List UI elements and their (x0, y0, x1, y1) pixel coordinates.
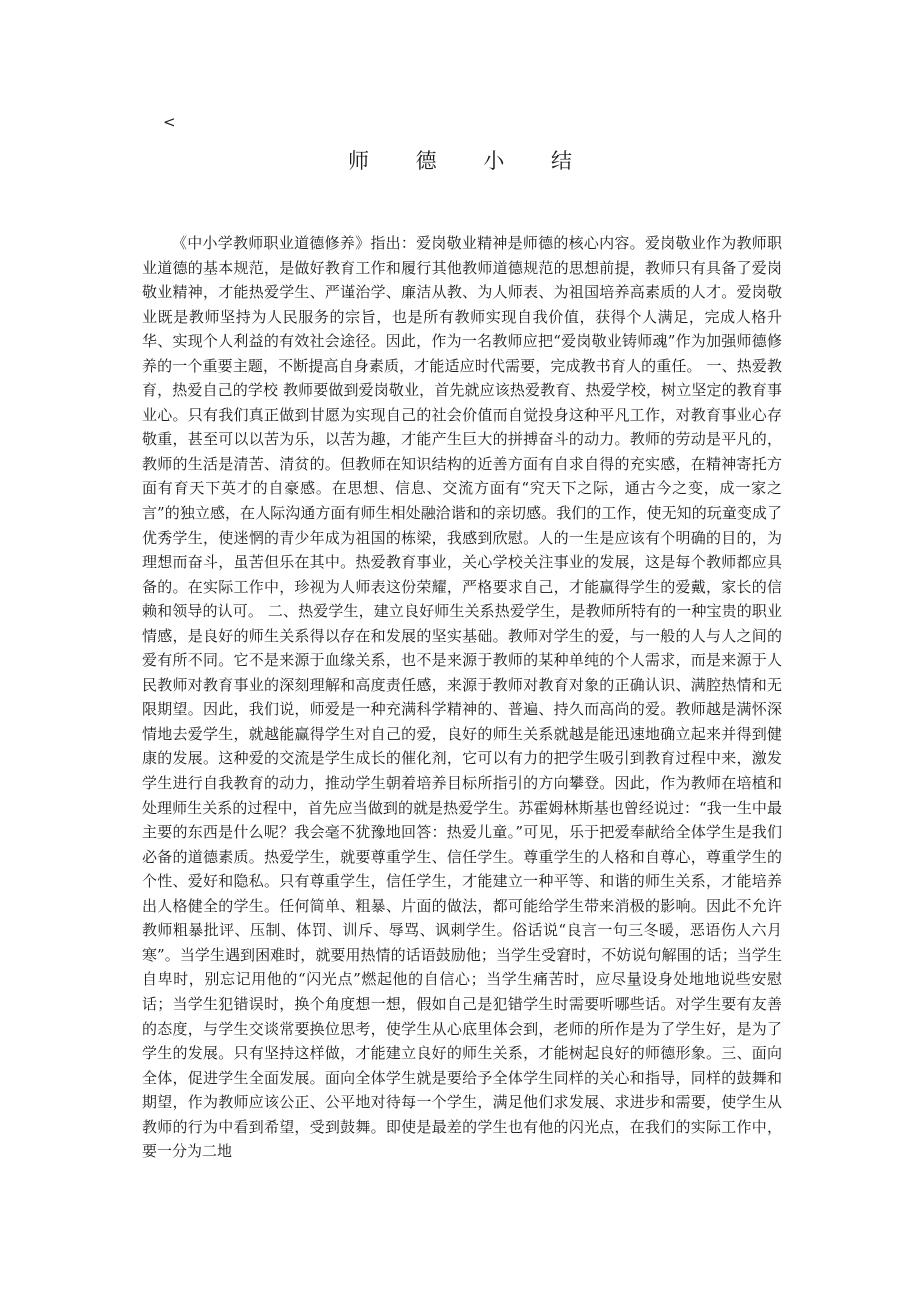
document-title: 师 德 小 结 (347, 149, 593, 173)
corner-mark: < (163, 113, 176, 131)
body-paragraph: 《中小学教师职业道德修养》指出：爱岗敬业精神是师德的核心内容。爱岗敬业作为教师职业道德的基本规范，是做好教育工作和履行其他教师道德规范的思想前提，教师只有具备了爱岗敬业精神，才能热爱学生、严谨治学、廉洁从教、为人师表、为祖国培养高素质的人才。爱岗敬业既是教师坚持为人民服务的宗旨，也是所有教师实现自我价值，获得个人满足，完成人格升华、实现个人利益的有效社会途径。因此，作为一名教师应把“爱岗敬业铸师魂”作为加强师德修养的一个重要主题，不断提高自身素质，才能适应时代需要，完成教书育人的重任。 一、热爱教育，热爱自己的学校 教师要做到爱岗敬业，首先就应该热爱教育、热爱学校，树立坚定的教育事业心。只有我们真正做到甘愿为实现自己的社会价值而自觉投身这种平凡工作，对教育事业心存敬重，甚至可以以苦为乐，以苦为趣，才能产生巨大的拼搏奋斗的动力。教师的劳动是平凡的，教师的生活是清苦、清贫的。但教师在知识结构的近善方面有自求自得的充实感，在精神寄托方面有育天下英才的自豪感。在思想、信息、交流方面有“究天下之际，通古今之变，成一家之言”的独立感，在人际沟通方面有师生相处融洽谐和的亲切感。我们的工作，使无知的玩童变成了优秀学生，使迷惘的青少年成为祖国的栋梁，我感到欣慰。人的一生是应该有个明确的目的，为理想而奋斗，虽苦但乐在其中。热爱教育事业，关心学校关注事业的发展，这是每个教师都应具备的。在实际工作中，珍视为人师表这份荣耀，严格要求自己，才能赢得学生的爱戴，家长的信赖和领导的认可。 二、热爱学生，建立良好师生关系热爱学生，是教师所特有的一种宝贵的职业情感，是良好的师生关系得以存在和发展的坚实基础。教师对学生的爱，与一般的人与人之间的爱有所不同。它不是来源于血缘关系，也不是来源于教师的某种单纯的个人需求，而是来源于人民教师对教育事业的深刻理解和高度责任感，来源于教师对教育对象的正确认识、满腔热情和无限期望。因此，我们说，师爱是一种充满科学精神的、普遍、持久而高尚的爱。教师越是满怀深情地去爱学生，就越能赢得学生对自己的爱，良好的师生关系就越是能迅速地确立起来并得到健康的发展。这种爱的交流是学生成长的催化剂，它可以有力的把学生吸引到教育过程中来，激发学生进行自我教育的动力，推动学生朝着培养目标所指引的方向攀登。因此，作为教师在培植和处理师生关系的过程中，首先应当做到的就是热爱学生。苏霍姆林斯基也曾经说过：“我一生中最主要的东西是什么呢？我会毫不犹豫地回答：热爱儿童。”可见，乐于把爱奉献给全体学生是我们必备的道德素质。热爱学生，就要尊重学生、信任学生。尊重学生的人格和自尊心，尊重学生的个性、爱好和隐私。只有尊重学生，信任学生，才能建立一种平等、和谐的师生关系，才能培养出人格健全的学生。任何简单、粗暴、片面的做法，都可能给学生带来消极的影响。因此不允许教师粗暴批评、压制、体罚、训斥、辱骂、讽刺学生。俗话说“良言一句三冬暖，恶语伤人六月寒”。当学生遇到困难时，就要用热情的话语鼓励他；当学生受窘时，不妨说句解围的话；当学生自卑时，别忘记用他的“闪光点”燃起他的自信心；当学生痛苦时，应尽量设身处地地说些安慰话；当学生犯错误时，换个角度想一想，假如自己是犯错学生时需要听哪些话。对学生要有友善的态度，与学生交谈常要换位思考，使学生从心底里体会到，老师的所作是为了学生好，是为了学生的发展。只有坚持这样做，才能建立良好的师生关系，才能树起良好的师德形象。三、面向全体，促进学生全面发展。面向全体学生就是要给予全体学生同样的关心和指导，同样的鼓舞和期望，作为教师应该公正、公平地对待每一个学生，满足他们求发展、求进步和需要，使学生从教师的行为中看到希望，受到鼓舞。即使是最差的学生也有他的闪光点，在我们的实际工作中，要一分为二地 (142, 234, 782, 1161)
